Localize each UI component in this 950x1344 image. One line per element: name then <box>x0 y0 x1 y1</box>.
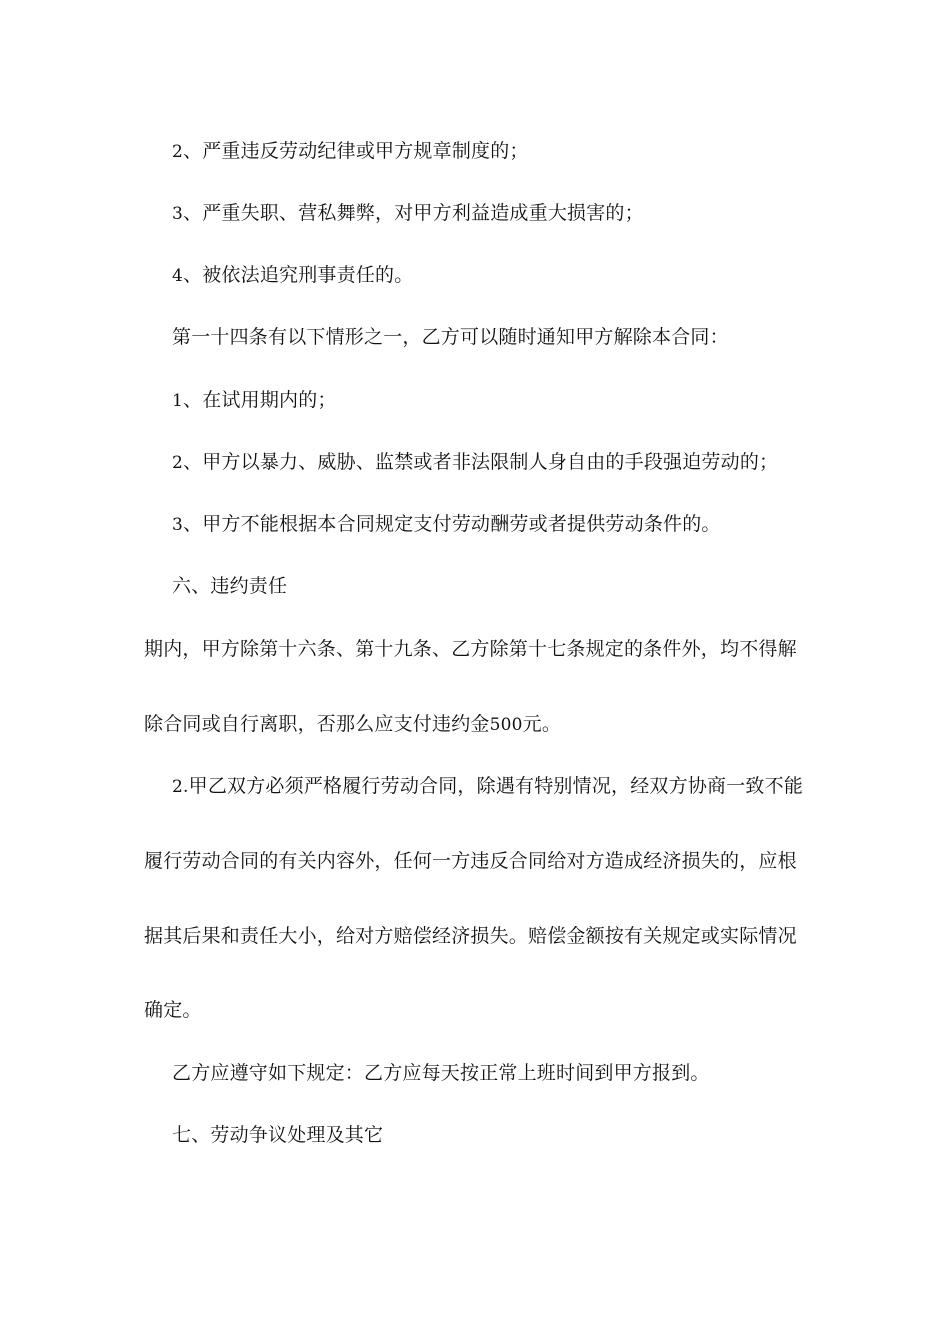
line-text: 确定。 <box>144 999 202 1021</box>
item-number: 2 <box>172 142 184 162</box>
line-text: 第一十四条有以下情形之一，乙方可以随时通知甲方解除本合同： <box>172 326 729 348</box>
section-6-heading <box>172 574 287 598</box>
clause-line-1-probation <box>172 388 337 413</box>
clause-line-3-dereliction <box>172 201 644 226</box>
penalty-amount: 500 <box>489 715 523 735</box>
paragraph-line <box>144 712 561 737</box>
item-number: 3 <box>172 204 184 224</box>
line-text: 、甲方不能根据本合同规定支付劳动酬劳或者提供劳动条件的。 <box>183 513 721 535</box>
clause-line-2-contract <box>172 774 803 799</box>
line-text: 元。 <box>522 713 562 735</box>
clause-line-2-forced-labor <box>172 450 778 475</box>
clause-line-4-criminal <box>172 263 413 288</box>
line-text: 据其后果和责任大小，给对方赔偿经济损失。赔偿金额按有关规定或实际情况 <box>144 925 797 947</box>
paragraph-line <box>144 637 797 661</box>
line-text: 甲乙双方必须严格履行劳动合同，除遇有特别情况，经双方协商一致不能 <box>188 775 804 797</box>
clause-line-2-serious-violation <box>172 139 529 164</box>
section-7-heading <box>172 1123 383 1147</box>
item-number: 1 <box>172 391 184 411</box>
paragraph-line <box>144 998 202 1022</box>
section-title: 六、违约责任 <box>172 575 288 597</box>
line-text: 、在试用期内的； <box>183 389 337 411</box>
line-text: 期内，甲方除第十六条、第十九条、乙方除第十七条规定的条件外，均不得解 <box>144 638 797 660</box>
line-text: 履行劳动合同的有关内容外，任何一方违反合同给对方造成经济损失的，应根 <box>144 850 797 872</box>
line-text: 、严重违反劳动纪律或甲方规章制度的； <box>183 140 529 162</box>
line-text: 、甲方以暴力、威胁、监禁或者非法限制人身自由的手段强迫劳动的； <box>183 451 779 473</box>
clause-line-3-payment <box>172 512 721 537</box>
article-14-heading <box>172 325 729 349</box>
paragraph-line <box>144 849 797 873</box>
line-text: 乙方应遵守如下规定：乙方应每天按正常上班时间到甲方报到。 <box>172 1062 710 1084</box>
item-number: 3 <box>172 515 184 535</box>
line-text: 除合同或自行离职，否那么应支付违约金 <box>144 713 490 735</box>
line-text: 、严重失职、营私舞弊，对甲方利益造成重大损害的； <box>183 202 644 224</box>
paragraph-line <box>144 924 797 948</box>
paragraph-line <box>172 1061 710 1085</box>
item-number: 2 <box>172 453 184 473</box>
section-title: 七、劳动争议处理及其它 <box>172 1124 384 1146</box>
item-number: 4 <box>172 266 184 286</box>
line-text: 、被依法追究刑事责任的。 <box>183 264 414 286</box>
item-number: 2. <box>172 777 189 797</box>
